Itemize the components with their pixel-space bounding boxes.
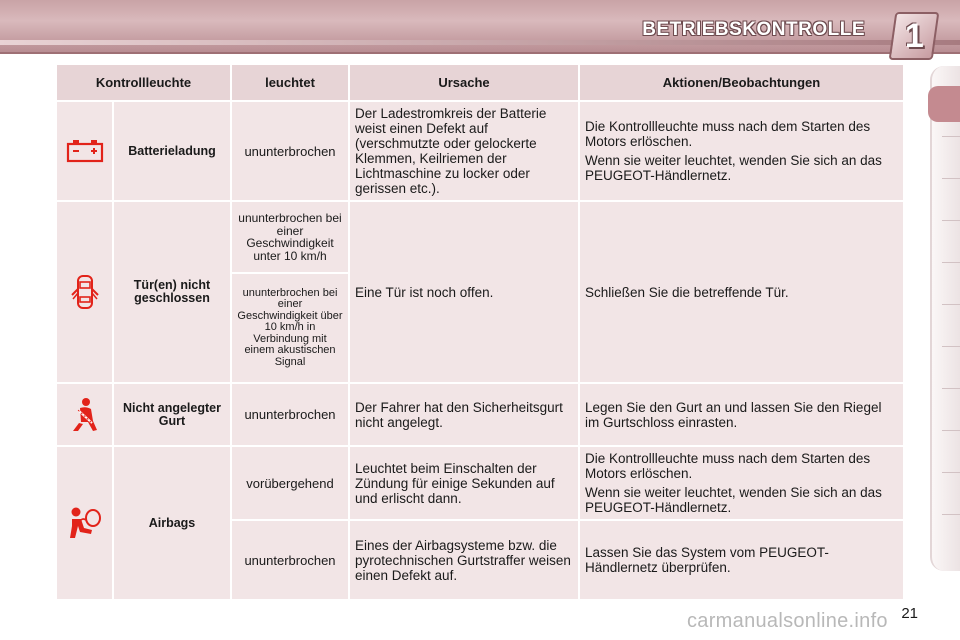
chapter-tab[interactable]: [942, 262, 960, 263]
lit-status: ununterbrochen bei einer Geschwindigkeit unter 10 km/h: [232, 202, 348, 272]
action-text: [580, 102, 903, 200]
action-paragraph: Die Kontrollleuchte muss nach dem Starten des Motors erlöschen.: [585, 119, 871, 149]
cause-text: Eine Tür ist noch offen.: [350, 202, 578, 382]
warning-light-name: Batterieladung: [114, 102, 230, 200]
column-header: leuchtet: [232, 65, 348, 100]
chapter-tab[interactable]: [942, 136, 960, 137]
chapter-tab[interactable]: [942, 514, 960, 515]
door-open-icon: [57, 273, 112, 311]
action-text: Schließen Sie die betreffende Tür.: [580, 202, 903, 382]
chapter-tab[interactable]: [942, 430, 960, 431]
warning-light-name: Airbags: [114, 447, 230, 599]
action-paragraph: Wenn sie weiter leuchtet, wenden Sie sich an das PEUGEOT-Händlernetz.: [585, 485, 882, 515]
lit-status: ununterbrochen: [232, 521, 348, 599]
lit-status: vorübergehend: [232, 447, 348, 519]
cause-text: Eines der Airbagsysteme bzw. die pyrotechnischen Gurtstraffer weisen einen Defekt auf.: [350, 521, 578, 599]
chapter-tab[interactable]: [942, 220, 960, 221]
column-header: Ursache: [350, 65, 578, 100]
seatbelt-icon: [57, 397, 112, 433]
table-header-row: [57, 65, 903, 100]
lit-status: ununterbrochen bei einer Geschwindigkeit über 10 km/h in Verbindung mit einem akustischen Signal: [232, 274, 348, 382]
icon-cell: [57, 447, 112, 599]
section-title: BETRIEBSKONTROLLE: [642, 19, 865, 40]
column-header: Kontrollleuchte: [57, 65, 230, 100]
lit-status: ununterbrochen: [232, 384, 348, 445]
table-row: [57, 102, 903, 200]
watermark: carmanualsonline.info: [687, 610, 888, 632]
cause-text: Leuchtet beim Einschalten der Zündung für einige Sekunden auf und erlischt dann.: [350, 447, 578, 519]
warning-lights-table: [55, 63, 905, 601]
page-header: [0, 0, 960, 54]
cause-text: Der Fahrer hat den Sicherheitsgurt nicht angelegt.: [350, 384, 578, 445]
chapter-tab[interactable]: [942, 472, 960, 473]
battery-icon: [57, 139, 112, 163]
warning-light-name: Nicht angelegter Gurt: [114, 384, 230, 445]
table-row: [57, 202, 903, 272]
warning-light-name: Tür(en) nicht geschlossen: [114, 202, 230, 382]
action-text: Lassen Sie das System vom PEUGEOT-Händlernetz überprüfen.: [580, 521, 903, 599]
chapter-tab[interactable]: [942, 178, 960, 179]
table-row: [57, 447, 903, 519]
chapter-tab[interactable]: [942, 388, 960, 389]
action-text: Legen Sie den Gurt an und lassen Sie den Riegel im Gurtschloss einrasten.: [580, 384, 903, 445]
page-number: 21: [901, 605, 918, 622]
action-paragraph: Die Kontrollleuchte muss nach dem Starten des Motors erlöschen.: [585, 451, 871, 481]
lit-status: ununterbrochen: [232, 102, 348, 200]
icon-cell: [57, 384, 112, 445]
table-row: [57, 384, 903, 445]
chapter-tab[interactable]: [942, 346, 960, 347]
airbag-icon: [57, 504, 112, 542]
action-paragraph: Wenn sie weiter leuchtet, wenden Sie sich an das PEUGEOT-Händlernetz.: [585, 153, 882, 183]
icon-cell: [57, 102, 112, 200]
cause-text: Der Ladestromkreis der Batterie weist einen Defekt auf (verschmutzte oder gelockerte Klemmen, Keilriemen der Lichtmaschine zu locker oder gerissen etc.).: [350, 102, 578, 200]
chapter-badge: [889, 12, 940, 60]
icon-cell: [57, 202, 112, 382]
chapter-tab[interactable]: [942, 304, 960, 305]
action-text: [580, 447, 903, 519]
chapter-tab-strip: [930, 66, 960, 571]
column-header: Aktionen/Beobachtungen: [580, 65, 903, 100]
chapter-number: 1: [904, 16, 924, 55]
chapter-tab-active[interactable]: [928, 86, 960, 122]
